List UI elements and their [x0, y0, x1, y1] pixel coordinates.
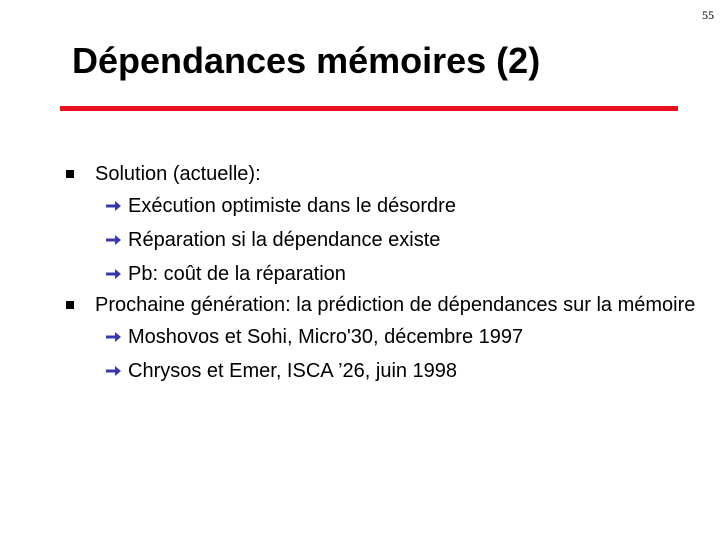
- square-bullet-icon: [66, 301, 74, 309]
- sub-bullet-item: [62, 257, 702, 291]
- arrow-right-icon: [106, 223, 126, 257]
- sub-bullet-text: Chrysos et Emer, ISCA ’26, juin 1998: [128, 360, 458, 382]
- title-divider: [60, 106, 678, 111]
- bullet-list: [62, 160, 702, 388]
- sub-bullet-text: Moshovos et Sohi, Micro'30, décembre 1997: [128, 326, 524, 348]
- bullet-text: Solution (actuelle):: [95, 163, 261, 185]
- bullet-item: [62, 160, 702, 189]
- sub-bullet-text: Exécution optimiste dans le désordre: [128, 195, 456, 217]
- bullet-item: [62, 291, 702, 320]
- arrow-right-icon: [106, 320, 126, 354]
- sub-bullet-item: [62, 223, 702, 257]
- page-number: 55: [702, 8, 714, 22]
- slide-title: Dépendances mémoires (2): [72, 40, 541, 81]
- sub-bullet-text: Pb: coût de la réparation: [128, 263, 346, 285]
- arrow-right-icon: [106, 189, 126, 223]
- sub-bullet-item: [62, 354, 702, 388]
- sub-bullet-item: [62, 189, 702, 223]
- arrow-right-icon: [106, 257, 126, 291]
- arrow-right-icon: [106, 354, 126, 388]
- sub-bullet-text: Réparation si la dépendance existe: [128, 229, 441, 251]
- square-bullet-icon: [66, 170, 74, 178]
- sub-bullet-item: [62, 320, 702, 354]
- bullet-text: Prochaine génération: la prédiction de dépendances sur la mémoire: [95, 294, 696, 316]
